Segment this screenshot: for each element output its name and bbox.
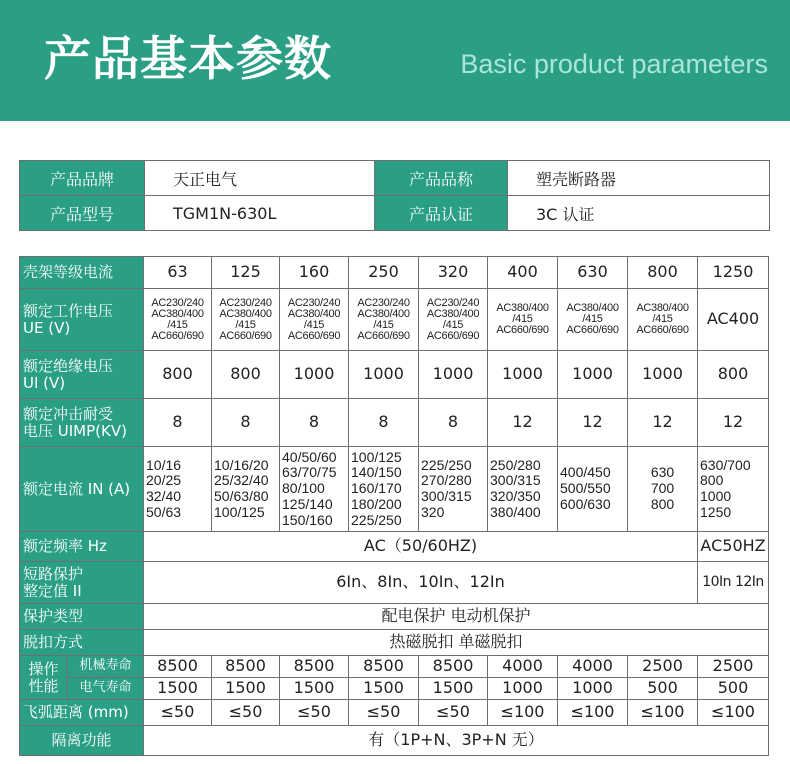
impulse-voltage-value: 8	[280, 399, 349, 447]
electrical-life-row	[20, 678, 769, 700]
impulse-voltage-value: 12	[628, 399, 698, 447]
rated-current-row	[20, 447, 769, 532]
value-line: 80/100	[282, 480, 325, 497]
frequency-value-last: AC50HZ	[698, 532, 769, 562]
rated-current-value	[488, 447, 558, 532]
electrical-life-value: 1500	[419, 678, 488, 700]
value-line: /415	[442, 318, 464, 331]
insulation-voltage-row	[20, 351, 769, 399]
value-line: AC660/690	[151, 329, 204, 342]
value-line: 700	[650, 480, 675, 497]
rated-current-value	[144, 447, 212, 532]
impulse-voltage-value: 12	[488, 399, 558, 447]
frequency-value: AC（50/60HZ)	[144, 532, 698, 562]
value-line: AC230/240	[287, 296, 341, 309]
value-line: AC660/690	[636, 324, 689, 336]
mechanical-life-value: 2500	[698, 656, 769, 678]
value-line: 10/16/20	[214, 456, 269, 473]
frame-current-value: 400	[488, 257, 558, 289]
value-line: /415	[373, 318, 394, 331]
value-line: AC660/690	[357, 329, 410, 342]
rated-voltage-value	[349, 289, 419, 351]
frequency-label: 额定频率 Hz	[20, 532, 144, 562]
value-line: AC660/690	[566, 324, 619, 336]
value-line: 500/550	[560, 480, 611, 497]
model-value: TGM1N-630L	[145, 196, 375, 231]
protection-type-value: 配电保护 电动机保护	[144, 604, 769, 630]
arc-distance-value: ≤50	[349, 700, 419, 726]
electrical-life-value: 1500	[212, 678, 280, 700]
insulation-voltage-value: 1000	[280, 351, 349, 399]
mechanical-life-value: 8500	[212, 656, 280, 678]
value-line: 140/150	[351, 464, 402, 481]
impulse-voltage-value: 12	[558, 399, 628, 447]
frame-current-value: 160	[280, 257, 349, 289]
basic-info-table	[19, 160, 770, 231]
mechanical-life-row	[20, 656, 769, 678]
electrical-life-value: 1500	[144, 678, 212, 700]
frame-current-value: 125	[212, 257, 280, 289]
value-line: /415	[512, 313, 533, 325]
frame-current-value: 800	[628, 257, 698, 289]
value-line: /415	[235, 318, 256, 331]
impulse-voltage-value: 8	[144, 399, 212, 447]
mechanical-life-value: 8500	[349, 656, 419, 678]
product-name-value: 塑壳断路器	[508, 161, 770, 196]
value-line: AC380/400	[287, 307, 341, 320]
label-line: 额定工作电压	[23, 302, 114, 321]
value-line: 1000	[700, 488, 732, 504]
frame-current-value: 1250	[698, 257, 769, 289]
value-line: 400/450	[560, 464, 611, 481]
value-line: 125/140	[282, 495, 333, 512]
value-line: AC380/400	[566, 302, 619, 314]
mechanical-life-value: 4000	[488, 656, 558, 678]
arc-distance-label: 飞弧距离 (mm)	[20, 700, 144, 726]
spec-table	[19, 256, 769, 756]
insulation-voltage-value: 1000	[558, 351, 628, 399]
impulse-voltage-value: 8	[349, 399, 419, 447]
frame-current-value: 320	[419, 257, 488, 289]
arc-distance-value: ≤100	[628, 700, 698, 726]
impulse-voltage-value: 8	[212, 399, 280, 447]
rated-voltage-label	[20, 289, 144, 351]
brand-value: 天正电气	[145, 161, 375, 196]
arc-distance-value: ≤50	[419, 700, 488, 726]
insulation-voltage-value: 1000	[419, 351, 488, 399]
insulation-voltage-value: 800	[144, 351, 212, 399]
value-line: 270/280	[421, 472, 472, 489]
value-line: 300/315	[421, 488, 472, 504]
arc-distance-row	[20, 700, 769, 726]
short-circuit-value: 6In、8In、10In、12In	[144, 562, 698, 604]
value-line: /415	[167, 318, 188, 331]
electrical-life-value: 500	[698, 678, 769, 700]
certification-label: 产品认证	[375, 196, 508, 231]
protection-type-row	[20, 604, 769, 630]
certification-value: 3C 认证	[508, 196, 770, 231]
model-label: 产品型号	[20, 196, 145, 231]
label-line: UI (V)	[23, 373, 66, 392]
frame-current-value: 250	[349, 257, 419, 289]
value-line: 160/170	[351, 480, 402, 497]
mechanical-life-value: 2500	[628, 656, 698, 678]
rated-voltage-value	[558, 289, 628, 351]
brand-label: 产品品牌	[20, 161, 145, 196]
value-line: AC230/240	[357, 296, 410, 309]
value-line: 630/700	[700, 456, 751, 473]
mechanical-life-value: 8500	[419, 656, 488, 678]
value-line: /415	[303, 318, 325, 331]
value-line: 225/250	[351, 511, 402, 528]
value-line: 630	[650, 464, 675, 481]
rated-current-value	[212, 447, 280, 532]
trip-method-row	[20, 630, 769, 656]
value-line: 150/160	[282, 511, 333, 528]
value-line: AC660/690	[496, 324, 549, 336]
rated-voltage-value: AC400	[698, 289, 769, 351]
mechanical-life-value: 8500	[280, 656, 349, 678]
short-circuit-value-last: 10In 12In	[698, 562, 769, 604]
trip-method-label: 脱扣方式	[20, 630, 144, 656]
value-line: 50/63	[146, 503, 182, 520]
electrical-life-label: 电气寿命	[68, 678, 144, 700]
electrical-life-value: 1500	[349, 678, 419, 700]
arc-distance-value: ≤100	[488, 700, 558, 726]
label-line: 整定值 II	[23, 581, 82, 600]
rated-current-value	[419, 447, 488, 532]
value-line: 32/40	[146, 488, 182, 504]
value-line: AC660/690	[287, 329, 341, 342]
value-line: /415	[582, 313, 603, 325]
mechanical-life-label: 机械寿命	[68, 656, 144, 678]
mechanical-life-value: 4000	[558, 656, 628, 678]
value-line: AC660/690	[426, 329, 480, 342]
rated-voltage-value	[488, 289, 558, 351]
electrical-life-value: 1500	[280, 678, 349, 700]
trip-method-value: 热磁脱扣 单磁脱扣	[144, 630, 769, 656]
value-line: 600/630	[560, 495, 611, 512]
arc-distance-value: ≤100	[698, 700, 769, 726]
insulation-voltage-value: 800	[698, 351, 769, 399]
value-line: 100/125	[351, 448, 402, 465]
value-line: AC380/400	[496, 302, 549, 314]
value-line: 300/315	[490, 472, 541, 489]
value-line: 380/400	[490, 503, 541, 520]
arc-distance-value: ≤50	[212, 700, 280, 726]
impulse-voltage-label	[20, 399, 144, 447]
short-circuit-row	[20, 562, 769, 604]
value-line: AC380/400	[151, 307, 204, 320]
value-line: 10/16	[146, 456, 182, 473]
value-line: 225/250	[421, 456, 472, 473]
label-line: 额定冲击耐受	[23, 405, 114, 424]
rated-voltage-value	[628, 289, 698, 351]
frame-current-value: 630	[558, 257, 628, 289]
value-line: 250/280	[490, 456, 541, 473]
insulation-voltage-value: 1000	[349, 351, 419, 399]
mechanical-life-value: 8500	[144, 656, 212, 678]
value-line: 20/25	[146, 472, 182, 489]
isolation-label: 隔离功能	[20, 726, 144, 756]
value-line: 320/350	[490, 488, 541, 504]
value-line: AC230/240	[151, 296, 204, 309]
rated-voltage-value	[212, 289, 280, 351]
value-line: 1250	[700, 503, 732, 520]
value-line: AC230/240	[219, 296, 272, 309]
electrical-life-value: 1000	[558, 678, 628, 700]
frame-current-value: 63	[144, 257, 212, 289]
electrical-life-value: 500	[628, 678, 698, 700]
value-line: AC230/240	[426, 296, 480, 309]
header-banner	[0, 0, 790, 121]
arc-distance-value: ≤50	[144, 700, 212, 726]
rated-current-value	[349, 447, 419, 532]
label-line: 操作	[28, 660, 59, 679]
value-line: AC380/400	[426, 307, 480, 320]
value-line: /415	[652, 313, 673, 325]
label-line: 额定绝缘电压	[23, 357, 114, 376]
insulation-voltage-value: 1000	[488, 351, 558, 399]
rated-current-value	[628, 447, 698, 532]
isolation-row	[20, 726, 769, 756]
value-line: AC380/400	[357, 307, 410, 320]
value-line: 100/125	[214, 503, 265, 520]
impulse-voltage-value: 12	[698, 399, 769, 447]
value-line: 25/32/40	[214, 472, 269, 489]
insulation-voltage-value: 1000	[628, 351, 698, 399]
impulse-voltage-value: 8	[419, 399, 488, 447]
label-line: 性能	[28, 676, 59, 695]
operating-performance-label	[20, 656, 68, 700]
protection-type-label: 保护类型	[20, 604, 144, 630]
value-line: 40/50/60	[282, 448, 337, 465]
impulse-voltage-row	[20, 399, 769, 447]
value-line: 320	[421, 503, 445, 520]
arc-distance-value: ≤100	[558, 700, 628, 726]
value-line: 800	[650, 495, 675, 512]
label-line: 短路保护	[23, 565, 84, 584]
value-line: AC380/400	[636, 302, 689, 314]
value-line: AC660/690	[219, 329, 272, 342]
rated-voltage-row	[20, 289, 769, 351]
insulation-voltage-label	[20, 351, 144, 399]
value-line: AC380/400	[219, 307, 272, 320]
insulation-voltage-value: 800	[212, 351, 280, 399]
rated-current-value	[280, 447, 349, 532]
page-title: 产品基本参数	[44, 32, 332, 87]
value-line: 180/200	[351, 495, 402, 512]
value-line: 50/63/80	[214, 488, 269, 504]
frame-current-row	[20, 257, 769, 289]
rated-voltage-value	[280, 289, 349, 351]
rated-voltage-value	[144, 289, 212, 351]
table-row	[20, 196, 770, 231]
rated-current-label: 额定电流 IN (A)	[20, 447, 144, 532]
rated-current-value	[698, 447, 769, 532]
label-line: 电压 UIMP(KV)	[23, 421, 127, 440]
label-line: UE (V)	[23, 318, 71, 337]
product-name-label: 产品品称	[375, 161, 508, 196]
frequency-row	[20, 532, 769, 562]
electrical-life-value: 1000	[488, 678, 558, 700]
value-line: 800	[700, 472, 724, 489]
isolation-value: 有（1P+N、3P+N 无）	[144, 726, 769, 756]
rated-current-value	[558, 447, 628, 532]
page-subtitle: Basic product parameters	[460, 49, 768, 79]
table-row	[20, 161, 770, 196]
value-line: 63/70/75	[282, 464, 337, 481]
arc-distance-value: ≤50	[280, 700, 349, 726]
rated-voltage-value	[419, 289, 488, 351]
short-circuit-label	[20, 562, 144, 604]
frame-current-label: 壳架等级电流	[20, 257, 144, 289]
